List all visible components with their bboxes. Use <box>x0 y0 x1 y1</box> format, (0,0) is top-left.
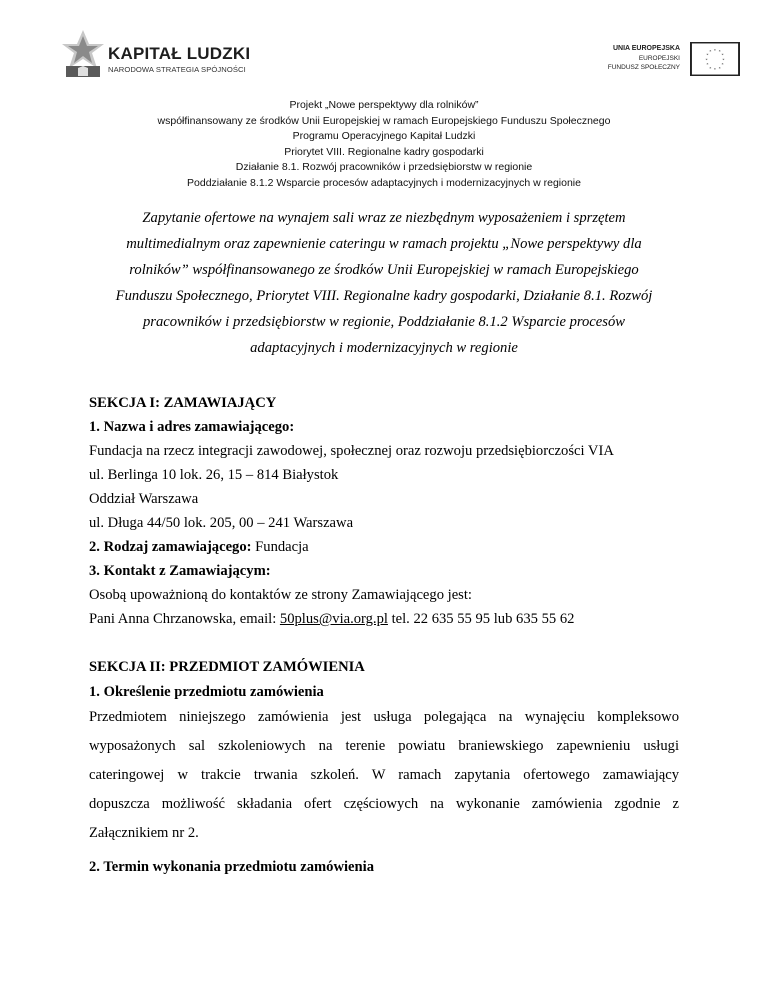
svg-text:*: * <box>718 49 721 54</box>
svg-text:*: * <box>718 66 721 71</box>
paragraph-line: Przedmiotem niniejszego zamówienia jest usługa polegająca na wynajęciu kompleksowo <box>89 709 679 725</box>
paragraph-line: Załącznikiem nr 2. <box>89 825 199 841</box>
svg-text:*: * <box>721 62 724 67</box>
section1-item3-label: 3. Kontakt z Zamawiającym: <box>89 563 271 579</box>
address-line: ul. Długa 44/50 lok. 205, 00 – 241 Warszawa <box>89 515 354 531</box>
address-line: Fundacja na rzecz integracji zawodowej, społecznej oraz rozwoju przedsiębiorczości VIA <box>89 443 614 459</box>
title-line: Zapytanie ofertowe na wynajem sali wraz ze niezbędnym wyposażeniem i sprzętem <box>142 210 626 226</box>
contact-email-link[interactable]: 50plus@via.org.pl <box>279 611 388 627</box>
eu-logo <box>590 42 740 78</box>
section1-heading: SEKCJA I: ZAMAWIAJĄCY <box>89 395 277 411</box>
project-line: Projekt „Nowe perspektywy dla rolników” <box>289 99 479 111</box>
svg-text:*: * <box>714 67 716 72</box>
svg-text:*: * <box>709 66 712 71</box>
svg-text:*: * <box>721 53 724 58</box>
logo-subtitle: NARODOWA STRATEGIA SPÓJNOŚCI <box>108 65 246 74</box>
logo-title: KAPITAŁ LUDZKI <box>108 44 251 63</box>
section2-item1-label: 1. Określenie przedmiotu zamówienia <box>89 684 324 700</box>
eu-line1: UNIA EUROPEJSKA <box>612 45 680 52</box>
section2-item1-paragraph <box>89 703 679 848</box>
title-line: multimedialnym oraz zapewnienie cateringu w ramach projektu „Nowe perspektywy dla <box>126 236 642 252</box>
document-title <box>84 205 684 361</box>
project-line: współfinansowany ze środków Unii Europejskiej w ramach Europejskiego Funduszu Społecznego <box>157 114 611 127</box>
paragraph-line: wyposażonych sal szkoleniowych na terenie powiatu braniewskiego zapewnieniu usługi <box>89 738 679 754</box>
svg-text:*: * <box>714 48 716 53</box>
title-line: rolników” współfinansowanego ze środków Unii Europejskiej w ramach Europejskiego <box>129 262 639 278</box>
eu-line2: EUROPEJSKI <box>638 55 680 62</box>
svg-text:*: * <box>706 53 709 58</box>
project-line: Programu Operacyjnego Kapitał Ludzki <box>292 130 476 142</box>
item2-label: 2. Rodzaj zamawiającego: <box>89 539 252 555</box>
address-line: Oddział Warszawa <box>89 491 199 507</box>
contact-prefix: Pani Anna Chrzanowska, email: <box>89 611 280 627</box>
project-line: Działanie 8.1. Rozwój pracowników i przedsiębiorstw w regionie <box>235 161 533 173</box>
project-line: Poddziałanie 8.1.2 Wsparcie procesów adaptacyjnych i modernizacyjnych w regionie <box>187 176 581 189</box>
svg-text:*: * <box>706 62 709 67</box>
project-info <box>0 98 768 191</box>
title-line: adaptacyjnych i modernizacyjnych w regionie <box>250 340 518 356</box>
section2-heading: SEKCJA II: PRZEDMIOT ZAMÓWIENIA <box>89 659 365 675</box>
title-line: Funduszu Społecznego, Priorytet VIII. Regionalne kadry gospodarki, Działanie 8.1. Rozwój <box>115 288 653 304</box>
svg-text:*: * <box>709 49 712 54</box>
paragraph-line: cateringowej w trakcie trwania szkoleń. W ramach zapytania ofertowego zamawiający <box>89 767 679 783</box>
svg-text:*: * <box>722 57 725 62</box>
project-line: Priorytet VIII. Regionalne kadry gospodarki <box>284 145 484 158</box>
item2-value: Fundacja <box>251 539 309 555</box>
contact-line <box>89 607 574 631</box>
section1-item1-label: 1. Nazwa i adres zamawiającego: <box>89 419 295 435</box>
paragraph-line: dopuszcza możliwość składania ofert częściowych na wykonanie zamówienia zgodnie z <box>89 796 679 812</box>
eu-flag-icon <box>690 42 740 76</box>
svg-text:*: * <box>705 57 708 62</box>
address-line: ul. Berlinga 10 lok. 26, 15 – 814 Białystok <box>89 467 339 483</box>
contact-intro: Osobą upoważnioną do kontaktów ze strony Zamawiającego jest: <box>89 587 472 603</box>
title-line: pracowników i przedsiębiorstw w regionie, Poddziałanie 8.1.2 Wsparcie procesów <box>143 314 625 330</box>
section1-item2 <box>89 535 309 559</box>
contact-phone: tel. 22 635 55 95 lub 635 55 62 <box>387 611 575 627</box>
section2-item2-label: 2. Termin wykonania przedmiotu zamówienia <box>89 859 374 875</box>
eu-line3: FUNDUSZ SPOŁECZNY <box>607 64 680 71</box>
kapital-ludzki-mark-icon <box>62 30 104 78</box>
eu-logo-text <box>608 44 680 72</box>
